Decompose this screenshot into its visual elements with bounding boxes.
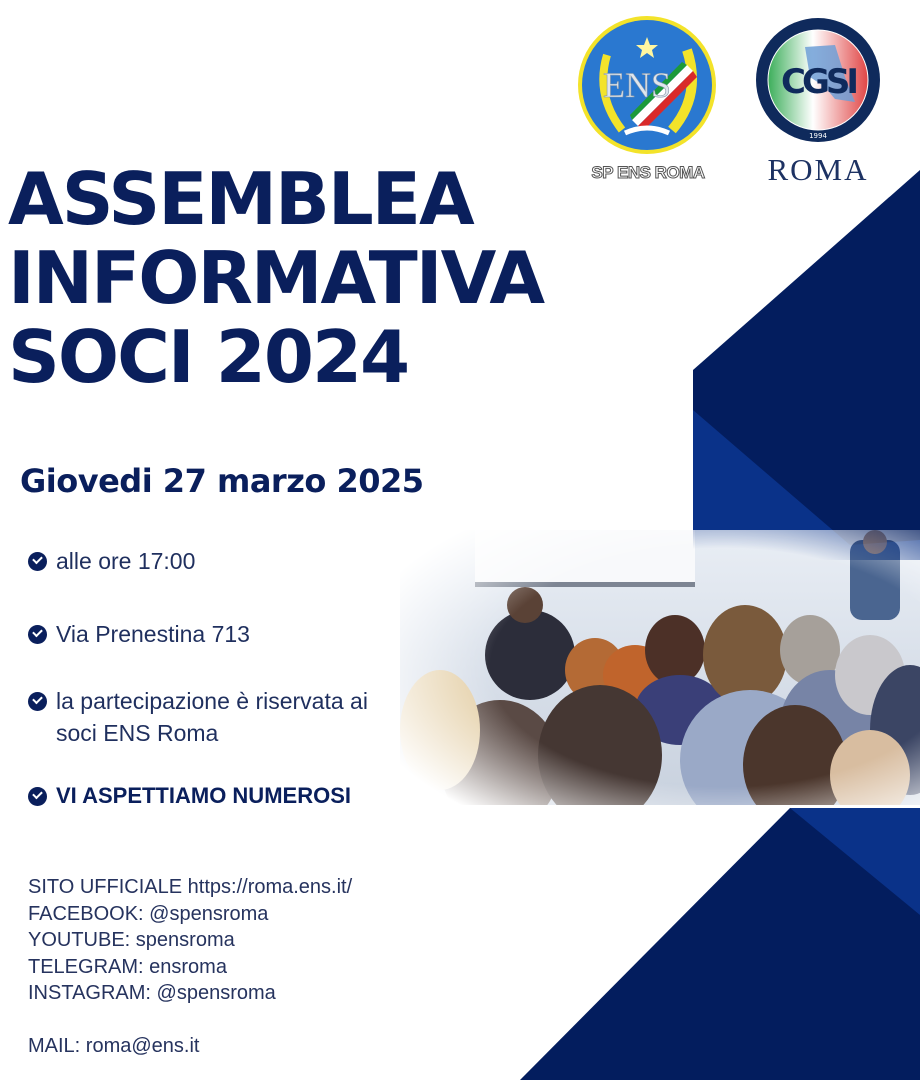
detail-text: alle ore 17:00 [56, 548, 196, 574]
detail-text-line-2: soci ENS Roma [56, 720, 219, 746]
cgsi-emblem-text: CGSI [781, 62, 855, 102]
check-circle-icon [28, 692, 47, 711]
title-line-3: SOCI 2024 [8, 315, 409, 399]
contact-telegram: TELEGRAM: ensroma [28, 955, 227, 978]
title-line-1: ASSEMBLEA [8, 157, 473, 241]
cgsi-logo [755, 17, 881, 143]
contact-youtube: YOUTUBE: spensroma [28, 929, 235, 951]
ens-logo [577, 15, 717, 155]
check-circle-icon [28, 787, 47, 806]
cgsi-year: 1994 [809, 132, 827, 140]
detail-welcome [28, 780, 351, 812]
ens-emblem-text: ENS [602, 65, 672, 105]
detail-text-line-1: la partecipazione è riservata ai [56, 688, 368, 714]
detail-text: Via Prenestina 713 [56, 621, 250, 647]
check-circle-icon [28, 625, 47, 644]
contact-mail[interactable]: MAIL: roma@ens.it [28, 1034, 200, 1057]
spacer [28, 1007, 352, 1033]
contact-instagram: INSTAGRAM: @spensroma [28, 982, 276, 1004]
contact-website[interactable]: SITO UFFICIALE https://roma.ens.it/ [28, 876, 353, 898]
contact-facebook: FACEBOOK: @spensroma [28, 902, 269, 925]
contact-info [28, 874, 352, 1059]
cgsi-label: ROMA [767, 152, 869, 187]
detail-text: VI ASPETTIAMO NUMEROSI [56, 783, 351, 808]
ens-label: SP ENS ROMA [591, 163, 705, 182]
detail-time [28, 545, 195, 577]
audience-photo [400, 530, 920, 805]
poster-title [8, 157, 544, 399]
event-date: Giovedi 27 marzo 2025 [20, 462, 424, 500]
title-line-2: INFORMATIVA [8, 236, 544, 320]
check-circle-icon [28, 552, 47, 571]
detail-participation [28, 685, 368, 749]
detail-address [28, 618, 250, 650]
